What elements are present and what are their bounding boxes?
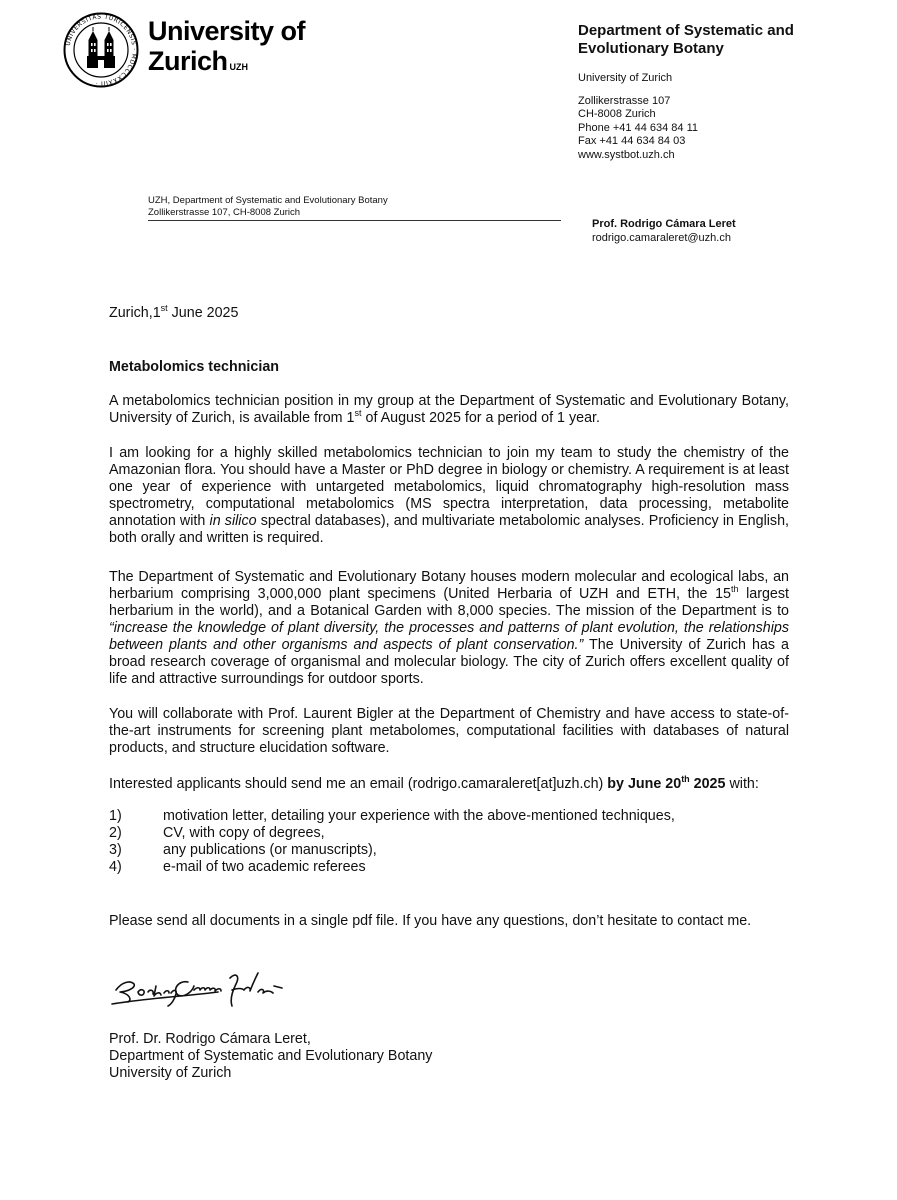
paragraph-position: A metabolomics technician position in my group at the Department of Systematic and Evolutionary Botany, University of Zurich, is available from 1st of August 2025 for a period of 1 year. [109, 393, 789, 426]
wordmark-line2: Zurich $^{UZH}$ [148, 46, 249, 76]
department-university: University of Zurich [578, 72, 673, 84]
letter-date: Zurich,1st June 2025 [109, 303, 239, 321]
department-phone: Phone +41 44 634 84 11 [578, 121, 698, 134]
requirement-text: any publications (or manuscripts), [163, 842, 377, 858]
signer-department: Department of Systematic and Evolutionary Botany [109, 1048, 433, 1064]
department-city: CH-8008 Zurich [578, 108, 656, 120]
signer-university: University of Zurich [109, 1065, 232, 1081]
requirement-text: motivation letter, detailing your experience with the above-mentioned techniques, [163, 808, 675, 824]
return-address: UZH, Department of Systematic and Evolutionary Botany Zollikerstrasse 107, CH-8008 Zurich [148, 195, 561, 221]
letter-heading: Metabolomics technician [109, 359, 280, 375]
sender-block [592, 217, 736, 245]
university-wordmark [148, 16, 305, 76]
paragraph-collaboration: You will collaborate with Prof. Laurent Bigler at the Department of Chemistry and have access to state-of-the-art instruments for screening plant metabolomes, computational facilities with databases of natural products, and structure elucidation software. [109, 706, 789, 756]
requirements-list [109, 808, 789, 876]
signer-name: Prof. Dr. Rodrigo Cámara Leret, [109, 1031, 311, 1047]
requirement-item [109, 825, 789, 842]
requirement-number: 1) [109, 808, 122, 824]
requirement-number: 3) [109, 842, 122, 858]
requirement-text: e-mail of two academic referees [163, 859, 366, 875]
paragraph-department: The Department of Systematic and Evolutionary Botany houses modern molecular and ecological labs, an herbarium comprising 3,000,000 plant specimens (United Herbaria of UZH and ETH, the 15th largest herbarium in the world), and a Botanical Garden with 8,000 species. The mission of the Department is to “increase the knowledge of plant diversity, the processes and patterns of plant evolution, the relationships between plants and other organisms and aspects of plant conservation.” The University of Zurich has a broad research coverage of organismal and molecular biology. The city of Zurich offers excellent quality of life and attractive surroundings for outdoor sports. [109, 569, 790, 687]
paragraph-requirements: I am looking for a highly skilled metabolomics technician to join my team to study the chemistry of the Amazonian flora. You should have a Master or PhD degree in biology or chemistry. A requirement is at least one year of experience with untargeted metabolomics, liquid chromatography high-resolution mass spectrometry, computational metabolomics (MS spectra interpretation, data processing, metabolite annotation with in silico spectral databases), and multivariate metabolomic analyses. Proficiency in English, both orally and written is required. [109, 445, 789, 546]
wordmark-uzh: UZH [229, 62, 249, 72]
requirement-text: CV, with copy of degrees, [163, 825, 325, 841]
department-street: Zollikerstrasse 107 [578, 94, 671, 107]
department-header [578, 22, 878, 162]
department-website: www.systbot.uzh.ch [578, 148, 675, 161]
paragraph-application: Interested applicants should send me an email (rodrigo.camaraleret[at]uzh.ch) by June 20th 2025 with: [109, 774, 759, 792]
paragraph-closing: Please send all documents in a single pdf file. If you have any questions, don’t hesitate to contact me. [109, 913, 752, 929]
sender-email: rodrigo.camaraleret@uzh.ch [592, 232, 731, 244]
wordmark-line1: University of [148, 16, 306, 46]
signer-block [109, 1031, 789, 1082]
requirement-number: 4) [109, 859, 122, 875]
university-seal-logo [63, 12, 139, 88]
svg-text:UNIVERSITAS TURICENSIS · MDCCC: UNIVERSITAS TURICENSIS · MDCCCXXXIII · [64, 13, 138, 87]
sender-name: Prof. Rodrigo Cámara Leret [592, 218, 736, 230]
requirement-item [109, 859, 789, 876]
department-title: Department of Systematic and Evolutionary Botany [578, 22, 794, 57]
department-fax: Fax +41 44 634 84 03 [578, 135, 686, 147]
requirement-item [109, 808, 789, 825]
handwritten-signature [108, 962, 308, 1032]
requirement-number: 2) [109, 825, 122, 841]
requirement-item [109, 842, 789, 859]
